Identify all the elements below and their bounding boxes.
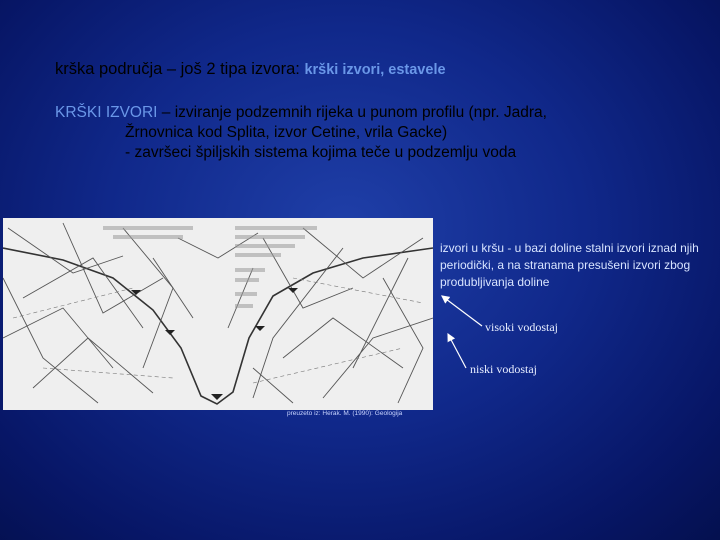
low-water-label: niski vodostaj [470, 362, 538, 376]
springs-annotation: izvori u kršu - u bazi doline stalni izvori iznad njih periodički, a na stranama presušeni izvori zbog produbljivanja doline [440, 241, 699, 289]
slide-body [55, 103, 695, 163]
title-main: krška područja – još 2 tipa izvora: [55, 60, 300, 78]
karst-valley-drawing [3, 218, 433, 410]
arrow-low-water [448, 334, 466, 368]
title-accent: krški izvori, estavele [304, 62, 446, 78]
body-line-1: – izviranje podzemnih rijeka u punom profilu (npr. Jadra, [157, 104, 547, 121]
body-term: KRŠKI IZVORI [55, 104, 158, 121]
high-water-label: visoki vodostaj [485, 320, 559, 334]
arrow-high-water [442, 296, 482, 326]
karst-valley-diagram [3, 218, 433, 410]
figure-credit: preuzeto iz: Herak. M. (1990): Geologija [287, 410, 403, 417]
body-line-2: Žrnovnica kod Splita, izvor Cetine, vrila Gacke) [125, 124, 448, 141]
slide-title [55, 60, 675, 79]
body-line-3: - završeci špiljskih sistema kojima teče u podzemlju voda [125, 144, 517, 161]
